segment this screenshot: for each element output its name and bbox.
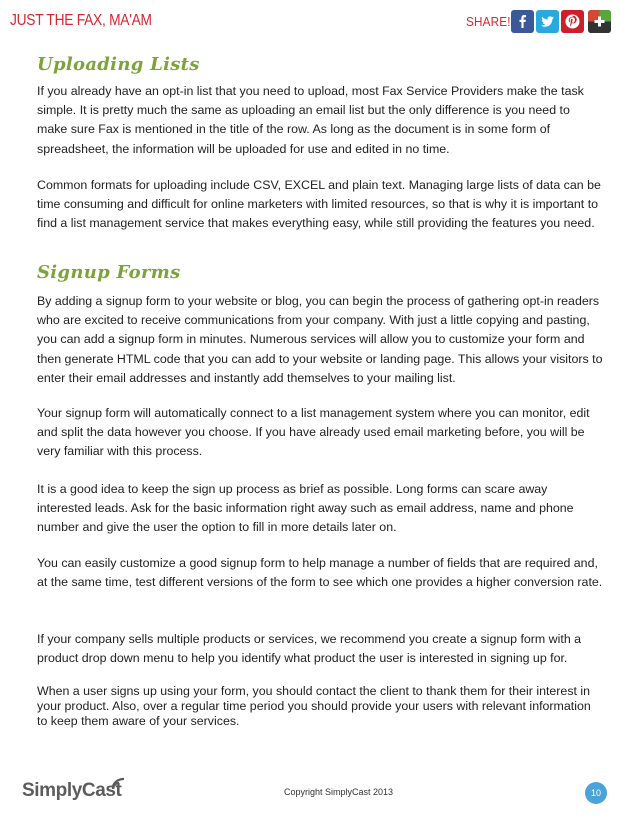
paragraph: If your company sells multiple products or services, we recommend you create a signup form with a product drop down menu to help you identify what product the user is interested in signing up for. — [37, 632, 582, 666]
twitter-icon — [536, 10, 559, 33]
facebook-share-button[interactable] — [511, 10, 534, 33]
twitter-share-button[interactable] — [536, 10, 559, 33]
simplycast-logo — [22, 774, 132, 804]
copyright-text: Copyright SimplyCast 2013 — [284, 787, 394, 797]
paragraph: It is a good idea to keep the sign up process as brief as possible. Long forms can scare away interested leads. Ask for the basic information right away such as email address, name and phone number and give the user the option to fill in more details later on. — [37, 482, 574, 535]
section-heading-uploading-lists: Uploading Lists — [37, 54, 200, 75]
section-heading-signup-forms: Signup Forms — [37, 262, 181, 283]
paragraph: You can easily customize a good signup form to help manage a number of fields that are required and, at the same time, test different versions of the form to see which one provides a higher conversion rate. — [37, 556, 603, 590]
share-label: SHARE! — [466, 14, 511, 29]
google-plus-icon — [588, 10, 611, 33]
paragraph: By adding a signup form to your website or blog, you can begin the process of gathering opt-in readers who are excited to receive communications from your company. With just a little copying and pasting, you can add a signup form in minutes. Numerous services will allow you to customize your form and then generate HTML code that you can add to your website or landing page. This allows your visitors to enter their email addresses and instantly add themselves to your mailing list. — [37, 294, 603, 385]
logo-text: SimplyCast — [22, 780, 122, 801]
paragraph: When a user signs up using your form, you should contact the client to thank them for their interest in your product. Also, over a regular time period you should provide your users with relevant information to keep them aware of your services. — [37, 684, 591, 728]
more-share-button[interactable] — [588, 10, 611, 33]
page-header — [0, 0, 638, 44]
brand-title: JUST THE FAX, MA'AM — [10, 12, 152, 29]
broadcast-waves-icon — [110, 774, 132, 792]
paragraph: Common formats for uploading include CSV, EXCEL and plain text. Managing large lists of data can be time consuming and difficult for online marketers with limited resources, so that is why it is important to find a list management service that makes everything easy, while still providing the features you need. — [37, 178, 601, 231]
page-number-badge: 10 — [585, 782, 607, 804]
pinterest-share-button[interactable] — [561, 10, 584, 33]
paragraph: If you already have an opt-in list that you need to upload, most Fax Service Providers make the task simple. It is pretty much the same as uploading an email list but the only difference is you need to make sure Fax is mentioned in the title of the row. As long as the document is in some form of spreadsheet, the information will be uploaded for use and edited in no time. — [37, 84, 584, 156]
facebook-icon — [511, 10, 534, 33]
paragraph: Your signup form will automatically connect to a list management system where you can monitor, edit and split the data however you choose. If you have already used email marketing before, you will be very familiar with this process. — [37, 406, 590, 459]
pinterest-icon — [561, 10, 584, 33]
